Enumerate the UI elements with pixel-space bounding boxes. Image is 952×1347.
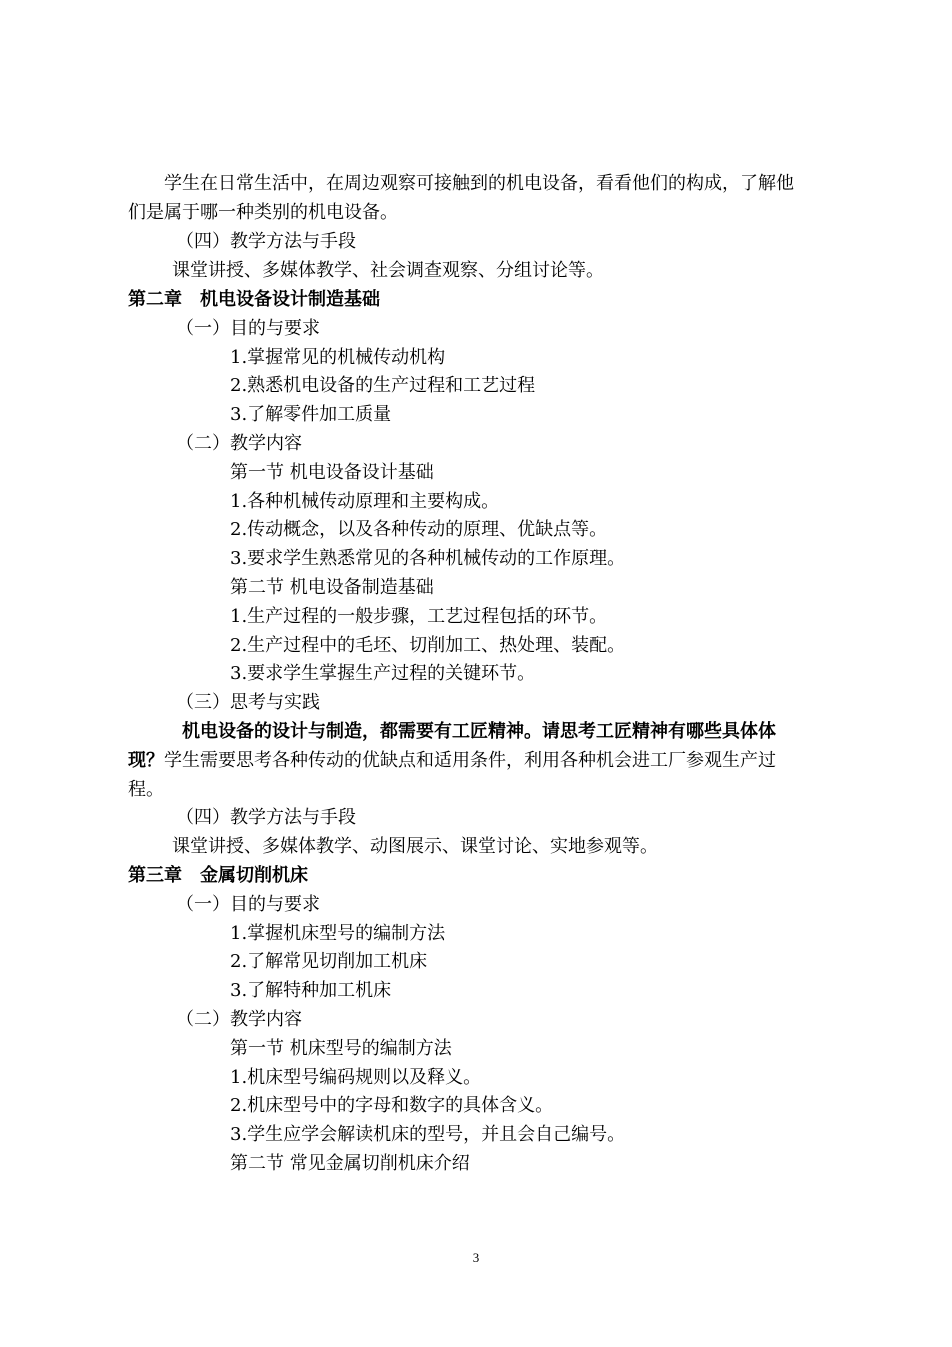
chapter3-section1-title: 第一节 机床型号的编制方法 <box>230 1038 452 1059</box>
chapter2-objective-item: 1.掌握常见的机械传动机构 <box>230 347 446 368</box>
chapter2-section1-title: 第一节 机电设备设计基础 <box>230 462 434 483</box>
intro-methods-text: 课堂讲授、多媒体教学、社会调查观察、分组讨论等。 <box>172 260 604 281</box>
chapter2-practice-line2 <box>128 749 776 773</box>
intro-paragraph-line2: 们是属于哪一种类别的机电设备。 <box>128 202 398 223</box>
chapter2-practice-question-line1: 机电设备的设计与制造，都需要有工匠精神。请思考工匠精神有哪些具体体 <box>182 721 776 742</box>
chapter2-section2-item: 3.要求学生掌握生产过程的关键环节。 <box>230 663 536 684</box>
chapter2-practice-heading: （三）思考与实践 <box>176 692 320 713</box>
chapter2-objectives-heading: （一）目的与要求 <box>176 318 320 339</box>
chapter3-objective-item: 3.了解特种加工机床 <box>230 980 392 1001</box>
chapter2-objective-item: 3.了解零件加工质量 <box>230 404 392 425</box>
page-number: 3 <box>472 1250 480 1265</box>
chapter2-section2-item: 2.生产过程中的毛坯、切削加工、热处理、装配。 <box>230 635 626 656</box>
chapter3-objective-item: 1.掌握机床型号的编制方法 <box>230 923 446 944</box>
chapter2-practice-line3: 程。 <box>128 779 164 800</box>
chapter2-section1-item: 1.各种机械传动原理和主要构成。 <box>230 491 500 512</box>
chapter2-content-heading: （二）教学内容 <box>176 433 302 454</box>
chapter2-section2-item: 1.生产过程的一般步骤，工艺过程包括的环节。 <box>230 606 608 627</box>
intro-methods-heading: （四）教学方法与手段 <box>176 231 356 252</box>
chapter2-methods-text: 课堂讲授、多媒体教学、动图展示、课堂讨论、实地参观等。 <box>172 836 658 857</box>
chapter2-objective-item: 2.熟悉机电设备的生产过程和工艺过程 <box>230 375 536 396</box>
chapter3-section1-item: 1.机床型号编码规则以及释义。 <box>230 1067 482 1088</box>
chapter3-section1-item: 2.机床型号中的字母和数字的具体含义。 <box>230 1095 554 1116</box>
chapter2-methods-heading: （四）教学方法与手段 <box>176 807 356 828</box>
chapter3-title: 第三章 金属切削机床 <box>128 865 308 886</box>
chapter2-section1-item: 3.要求学生熟悉常见的各种机械传动的工作原理。 <box>230 548 626 569</box>
chapter3-section1-item: 3.学生应学会解读机床的型号，并且会自己编号。 <box>230 1124 626 1145</box>
chapter2-practice-text: 学生需要思考各种传动的优缺点和适用条件，利用各种机会进工厂参观生产过 <box>164 750 776 771</box>
chapter3-objective-item: 2.了解常见切削加工机床 <box>230 951 428 972</box>
intro-paragraph-line1: 学生在日常生活中，在周边观察可接触到的机电设备，看看他们的构成，了解他 <box>164 173 794 194</box>
chapter2-section2-title: 第二节 机电设备制造基础 <box>230 577 434 598</box>
chapter2-section1-item: 2.传动概念，以及各种传动的原理、优缺点等。 <box>230 519 608 540</box>
chapter3-section2-title: 第二节 常见金属切削机床介绍 <box>230 1153 470 1174</box>
chapter2-title: 第二章 机电设备设计制造基础 <box>128 289 380 310</box>
chapter2-practice-question-end: 现？ <box>128 750 164 771</box>
chapter3-content-heading: （二）教学内容 <box>176 1009 302 1030</box>
chapter3-objectives-heading: （一）目的与要求 <box>176 894 320 915</box>
